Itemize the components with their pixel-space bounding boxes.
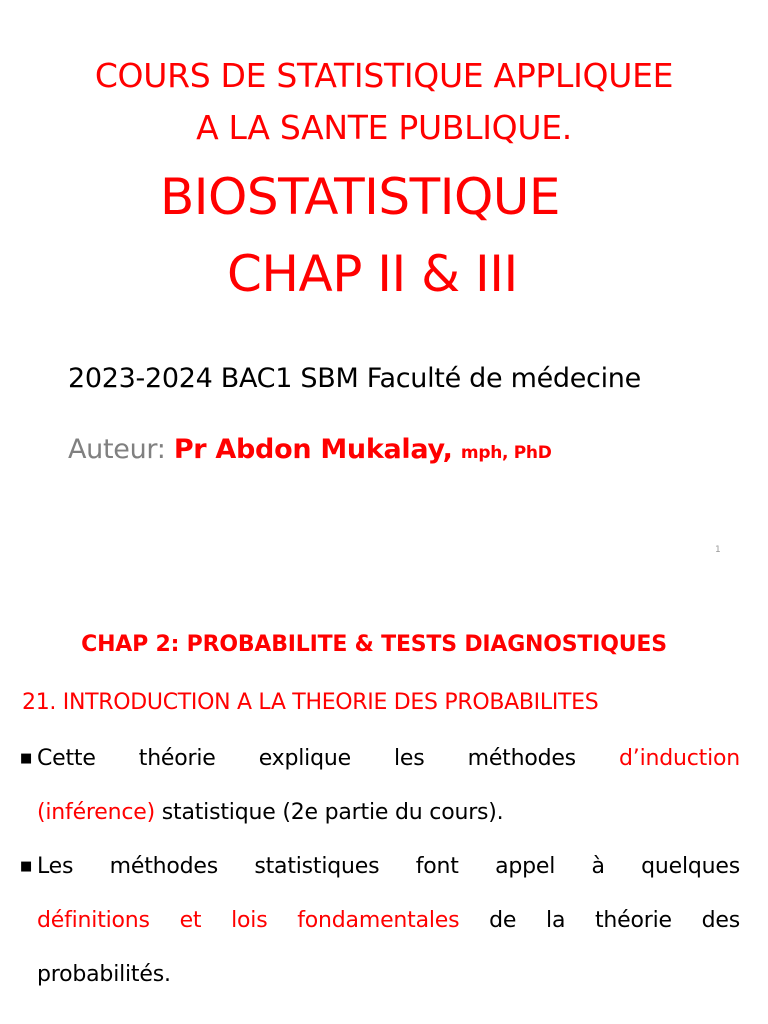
author-name: Pr Abdon Mukalay, — [173, 434, 453, 465]
section-title: 21. INTRODUCTION A LA THEORIE DES PROBABILITES — [22, 690, 599, 715]
course-title-line4: CHAP II & III — [227, 245, 518, 303]
author-degrees: mph, PhD — [460, 443, 552, 463]
chapter-title: CHAP 2: PROBABILITE & TESTS DIAGNOSTIQUES — [81, 632, 667, 657]
author-line — [68, 432, 552, 471]
bullet2-text-a: Les méthodes statistiques font appel à quelques — [37, 854, 740, 879]
bullet2-text-b: de la théorie des — [489, 908, 740, 933]
bullet-square-icon: ■ — [20, 859, 33, 874]
bullet1-highlight-a: d’induction — [619, 746, 741, 771]
bullet1-text-b: statistique (2e partie du cours). — [161, 800, 504, 825]
content-slide — [0, 578, 768, 1024]
page-number: 1 — [715, 545, 721, 555]
bullet1-highlight-b: (inférence) — [37, 800, 155, 825]
bullet-item-1 — [20, 732, 740, 840]
bullet2-text-c: probabilités. — [37, 962, 171, 987]
bullet-item-2 — [20, 840, 740, 1002]
author-label: Auteur: — [68, 434, 166, 465]
course-title-line3: BIOSTATISTIQUE — [160, 168, 560, 226]
course-subtitle: 2023-2024 BAC1 SBM Faculté de médecine — [68, 363, 641, 394]
course-title-line2: A LA SANTE PUBLIQUE. — [196, 108, 572, 147]
bullet1-text-a: Cette théorie explique les méthodes — [37, 746, 576, 771]
course-title-line1: COURS DE STATISTIQUE APPLIQUEE — [94, 56, 674, 95]
bullet-square-icon: ■ — [20, 751, 33, 766]
bullet2-highlight: définitions et lois fondamentales — [37, 908, 460, 933]
